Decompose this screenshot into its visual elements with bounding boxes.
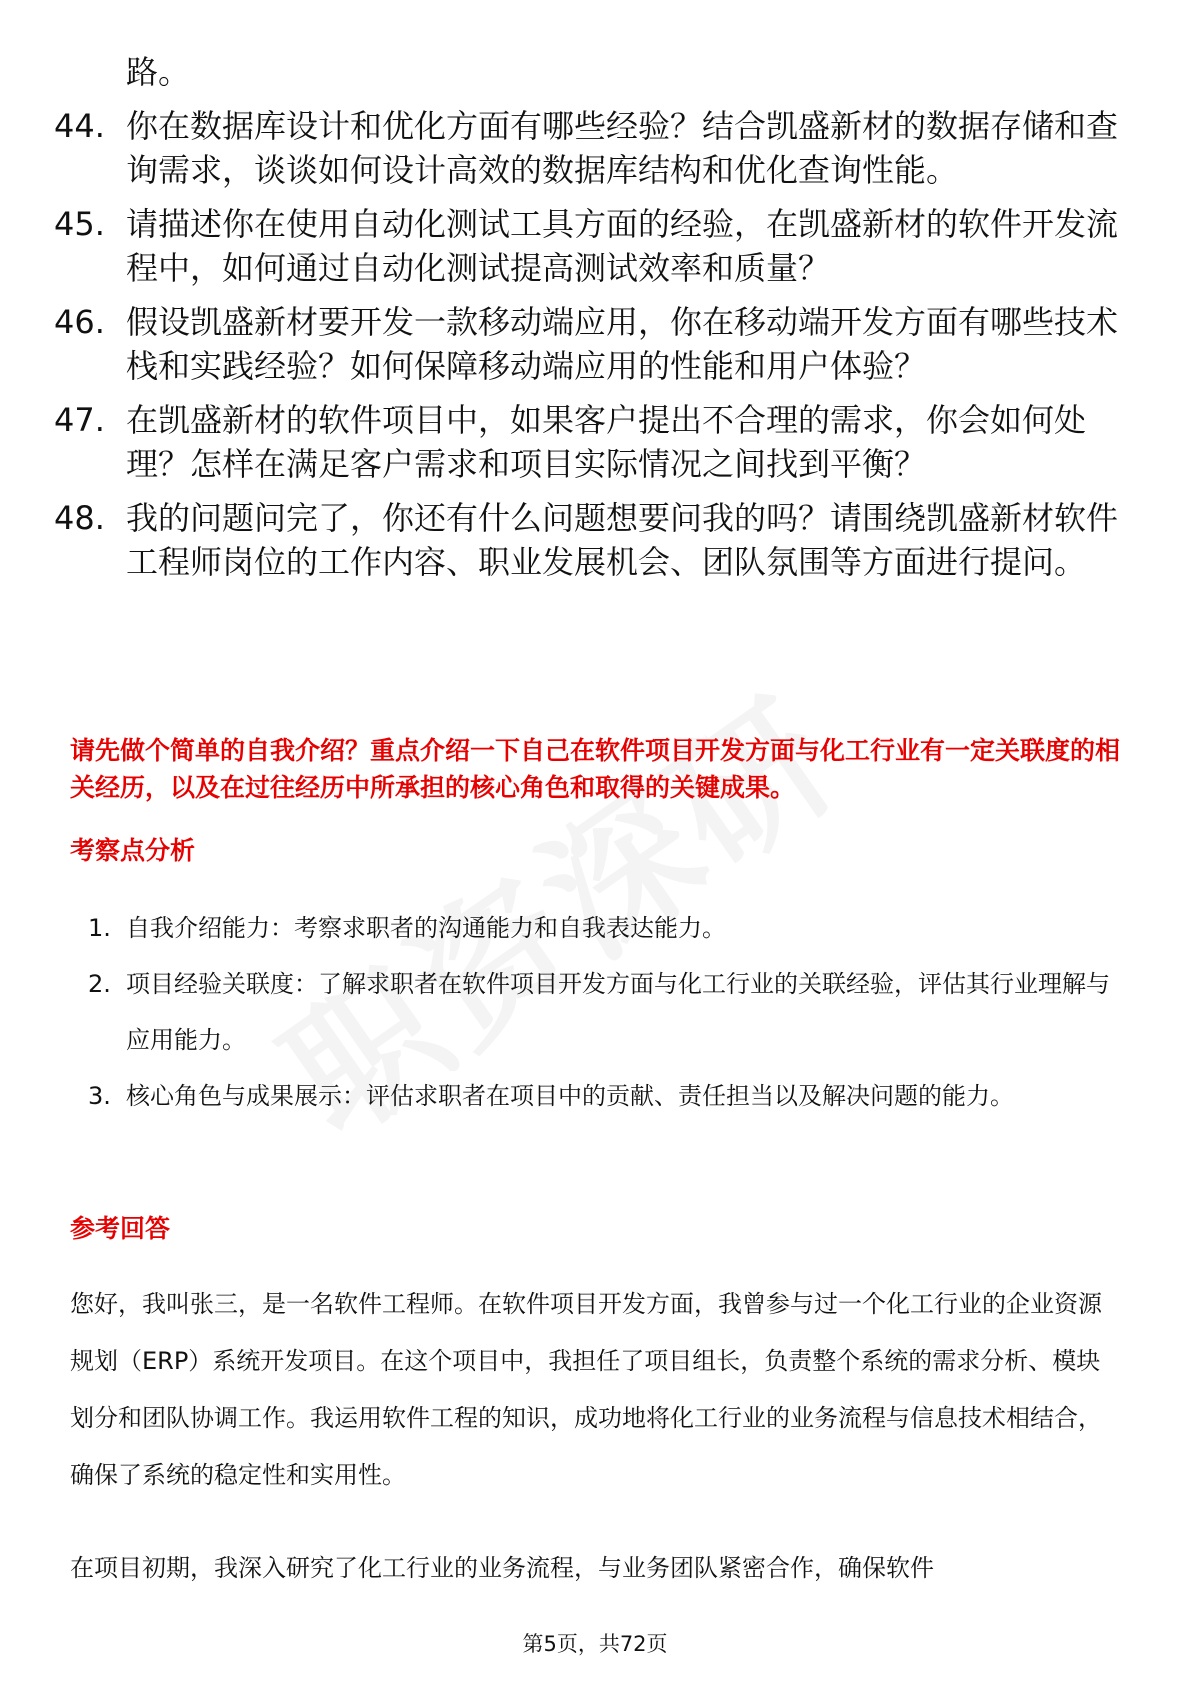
question-item: [54, 202, 1124, 290]
question-item: [54, 496, 1124, 584]
question-number: 46.: [54, 303, 105, 341]
question-continuation: 路。: [126, 53, 191, 91]
answer-title: 参考回答: [70, 1214, 171, 1243]
question-item: [54, 104, 1124, 192]
point-number: 1.: [88, 914, 111, 942]
question-text: 我的问题问完了，你还有什么问题想要问我的吗？请围绕凯盛新材软件工程师岗位的工作内容、职业发展机会、团队氛围等方面进行提问。: [126, 499, 1119, 581]
question-number: 48.: [54, 499, 105, 537]
question-number: 44.: [54, 107, 105, 145]
analysis-points: [70, 900, 1120, 1124]
question-number: 45.: [54, 205, 105, 243]
point-text: 自我介绍能力：考察求职者的沟通能力和自我表达能力。: [126, 914, 726, 942]
question-list: [54, 50, 1124, 594]
question-text: 在凯盛新材的软件项目中，如果客户提出不合理的需求，你会如何处理？怎样在满足客户需求和项目实际情况之间找到平衡？: [126, 401, 1087, 483]
point-text: 项目经验关联度：了解求职者在软件项目开发方面与化工行业的关联经验，评估其行业理解与应用能力。: [126, 970, 1110, 1054]
answer-paragraph: 在项目初期，我深入研究了化工行业的业务流程，与业务团队紧密合作，确保软件: [70, 1554, 934, 1582]
point-text: 核心角色与成果展示：评估求职者在项目中的贡献、责任担当以及解决问题的能力。: [126, 1082, 1014, 1110]
question-number: 47.: [54, 401, 105, 439]
point-number: 2.: [88, 970, 111, 998]
question-text: 请描述你在使用自动化测试工具方面的经验，在凯盛新材的软件开发流程中，如何通过自动化测试提高测试效率和质量？: [126, 205, 1119, 287]
page-footer: 第5页，共72页: [522, 1632, 668, 1656]
analysis-point: [70, 1068, 1120, 1124]
analysis-title: 考察点分析: [70, 836, 196, 865]
question-text: 假设凯盛新材要开发一款移动端应用，你在移动端开发方面有哪些技术栈和实践经验？如何保障移动端应用的性能和用户体验？: [126, 303, 1119, 385]
point-number: 3.: [88, 1082, 111, 1110]
question-item: [54, 300, 1124, 388]
analysis-point: [70, 956, 1120, 1068]
featured-question: 请先做个简单的自我介绍？重点介绍一下自己在软件项目开发方面与化工行业有一定关联度的相关经历，以及在过往经历中所承担的核心角色和取得的关键成果。: [70, 736, 1121, 802]
analysis-point: [70, 900, 1120, 956]
question-item: [54, 398, 1124, 486]
question-text: 你在数据库设计和优化方面有哪些经验？结合凯盛新材的数据存储和查询需求，谈谈如何设计高效的数据库结构和优化查询性能。: [126, 107, 1119, 189]
answer-paragraph: 您好，我叫张三，是一名软件工程师。在软件项目开发方面，我曾参与过一个化工行业的企业资源规划（ERP）系统开发项目。在这个项目中，我担任了项目组长，负责整个系统的需求分析、模块划分和团队协调工作。我运用软件工程的知识，成功地将化工行业的业务流程与信息技术相结合，确保了系统的稳定性和实用性。: [70, 1290, 1102, 1489]
